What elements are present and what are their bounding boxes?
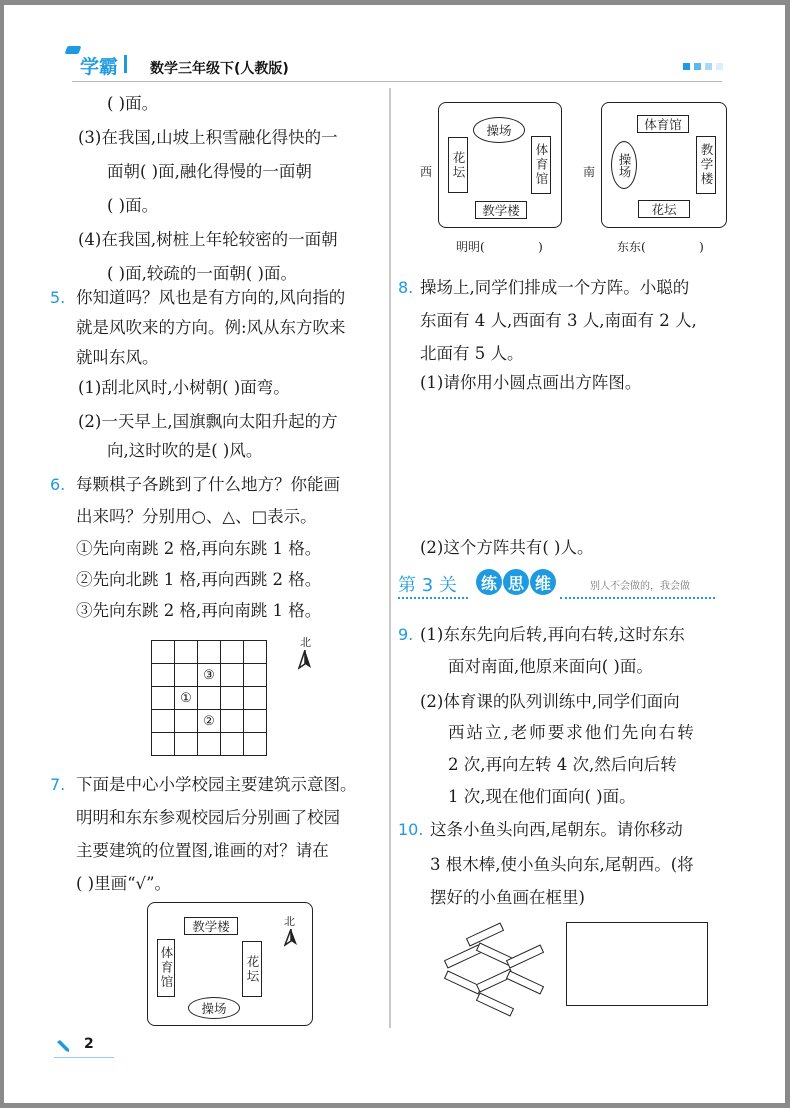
map-caption: 明明( ) bbox=[456, 240, 543, 254]
text-line: 向,这时吹的是( )风。 bbox=[107, 441, 263, 460]
side-label-south: 南 bbox=[583, 165, 596, 179]
text-line: 出来吗？分别用○、△、□表示。 bbox=[76, 507, 317, 526]
book-title: 数学三年级下(人教版) bbox=[150, 61, 289, 77]
question-number: 6. bbox=[50, 475, 66, 494]
building-flower: 花坛 bbox=[242, 941, 262, 997]
text-line: (1)请你用小圆点画出方阵图。 bbox=[420, 373, 642, 392]
stick bbox=[506, 944, 544, 968]
building-flower: 花坛 bbox=[448, 137, 468, 193]
question-number: 8. bbox=[398, 278, 414, 297]
page-number: 2 bbox=[84, 1036, 94, 1052]
building-gym: 体育馆 bbox=[157, 939, 175, 997]
section-slogan: 别人不会做的，我会做 bbox=[590, 581, 690, 592]
side-label-west: 西 bbox=[420, 165, 433, 179]
text-line: 面对南面,他原来面向( )面。 bbox=[448, 657, 653, 676]
text-line: 下面是中心小学校园主要建筑示意图。 bbox=[76, 775, 357, 794]
brand-logo: 学霸 bbox=[80, 56, 119, 78]
building-teaching: 教学楼 bbox=[475, 201, 527, 219]
text-line: 西站立,老师要求他们先向右转 bbox=[448, 723, 696, 742]
text-line: (4)在我国,树桩上年轮较密的一面朝 bbox=[78, 230, 338, 249]
text-line: 2 次,再向左转 4 次,然后向后转 bbox=[448, 755, 677, 774]
text-line: 你知道吗？风也是有方向的,风向指的 bbox=[76, 288, 346, 307]
building-field: 操场 bbox=[611, 141, 637, 189]
text-line: ①先向南跳 2 格,再向东跳 1 格。 bbox=[76, 539, 322, 558]
campus-map bbox=[147, 902, 313, 1026]
question-number: 10. bbox=[398, 820, 424, 839]
deco-square bbox=[694, 63, 701, 70]
text-line: ③先向东跳 2 格,再向南跳 1 格。 bbox=[76, 601, 322, 620]
footer-rule bbox=[54, 1057, 114, 1058]
question-number: 9. bbox=[398, 625, 414, 644]
text-line: 东面有 4 人,西面有 3 人,南面有 2 人, bbox=[420, 311, 697, 330]
text-line: 主要建筑的位置图,谁画的对？请在 bbox=[76, 841, 329, 860]
map-mingming bbox=[438, 102, 562, 228]
question-number: 5. bbox=[50, 288, 66, 307]
building-gym: 体育馆 bbox=[637, 115, 689, 133]
text-line: ( )面。 bbox=[107, 94, 159, 113]
pencil-icon bbox=[56, 1040, 70, 1052]
grid-mark: ② bbox=[198, 710, 221, 733]
text-line: ②先向北跳 1 格,再向西跳 2 格。 bbox=[76, 570, 322, 589]
text-line: 每颗棋子各跳到了什么地方？你能画 bbox=[76, 475, 340, 494]
text-line: (1)刮北风时,小树朝( )面弯。 bbox=[78, 378, 290, 397]
text-line: 摆好的小鱼画在框里) bbox=[430, 888, 585, 907]
north-label: 北 bbox=[300, 636, 311, 649]
header-rule bbox=[72, 81, 722, 82]
fish-sticks bbox=[440, 922, 550, 1012]
section-dotted-rule bbox=[398, 597, 468, 599]
text-line: 3 根木棒,使小鱼头向东,尾朝西。(将 bbox=[430, 855, 694, 874]
logo-bar bbox=[124, 55, 127, 73]
building-gym: 体育馆 bbox=[531, 136, 551, 194]
deco-square bbox=[705, 63, 712, 70]
stick bbox=[466, 922, 504, 946]
column-divider bbox=[389, 88, 391, 1028]
text-line: (3)在我国,山坡上积雪融化得快的一 bbox=[78, 128, 338, 147]
question-number: 7. bbox=[50, 775, 66, 794]
map-dongdong bbox=[601, 102, 727, 228]
chess-grid bbox=[151, 640, 267, 756]
text-line: (2)一天早上,国旗飘向太阳升起的方 bbox=[78, 412, 338, 431]
text-line: ( )里画“√”。 bbox=[76, 874, 172, 893]
badge-char: 维 bbox=[530, 569, 556, 595]
grid-mark: ① bbox=[175, 687, 198, 710]
text-line: (2)体育课的队列训练中,同学们面向 bbox=[420, 692, 680, 711]
building-field: 操场 bbox=[188, 997, 240, 1019]
grid-mark: ③ bbox=[198, 664, 221, 687]
badge-char: 思 bbox=[503, 569, 529, 595]
text-line: 这条小鱼头向西,尾朝东。请你移动 bbox=[430, 820, 683, 839]
deco-square bbox=[683, 63, 690, 70]
badge-char: 练 bbox=[476, 569, 502, 595]
section-dotted-rule bbox=[560, 597, 715, 599]
text-line: 1 次,现在他们面向( )面。 bbox=[448, 787, 636, 806]
text-line: 操场上,同学们排成一个方阵。小聪的 bbox=[420, 278, 690, 297]
text-line: 就叫东风。 bbox=[76, 348, 159, 367]
text-line: 面朝( )面,融化得慢的一面朝 bbox=[107, 162, 312, 181]
text-line: 明明和东东参观校园后分别画了校园 bbox=[76, 808, 340, 827]
north-arrow-icon bbox=[284, 929, 298, 947]
text-line: 就是风吹来的方向。例:风从东方吹来 bbox=[76, 318, 346, 337]
answer-frame[interactable] bbox=[566, 922, 708, 1006]
text-line: (2)这个方阵共有( )人。 bbox=[420, 538, 594, 557]
text-line: ( )面。 bbox=[107, 196, 159, 215]
building-field: 操场 bbox=[473, 117, 525, 143]
deco-square bbox=[716, 63, 723, 70]
north-label: 北 bbox=[284, 915, 295, 928]
text-line: 北面有 5 人。 bbox=[420, 344, 524, 363]
building-flower: 花坛 bbox=[638, 200, 690, 218]
stick bbox=[506, 970, 544, 994]
section-title: 第 3 关 bbox=[398, 575, 457, 596]
map-caption: 东东( ) bbox=[617, 240, 704, 254]
text-line: (1)东东先向后转,再向右转,这时东东 bbox=[420, 625, 685, 644]
text-line: ( )面,较疏的一面朝( )面。 bbox=[107, 264, 297, 283]
building-teaching: 教学楼 bbox=[696, 136, 716, 194]
north-arrow-icon bbox=[298, 650, 312, 670]
section-badge bbox=[476, 569, 556, 595]
stick bbox=[444, 970, 482, 994]
building-teaching: 教学楼 bbox=[184, 917, 238, 935]
